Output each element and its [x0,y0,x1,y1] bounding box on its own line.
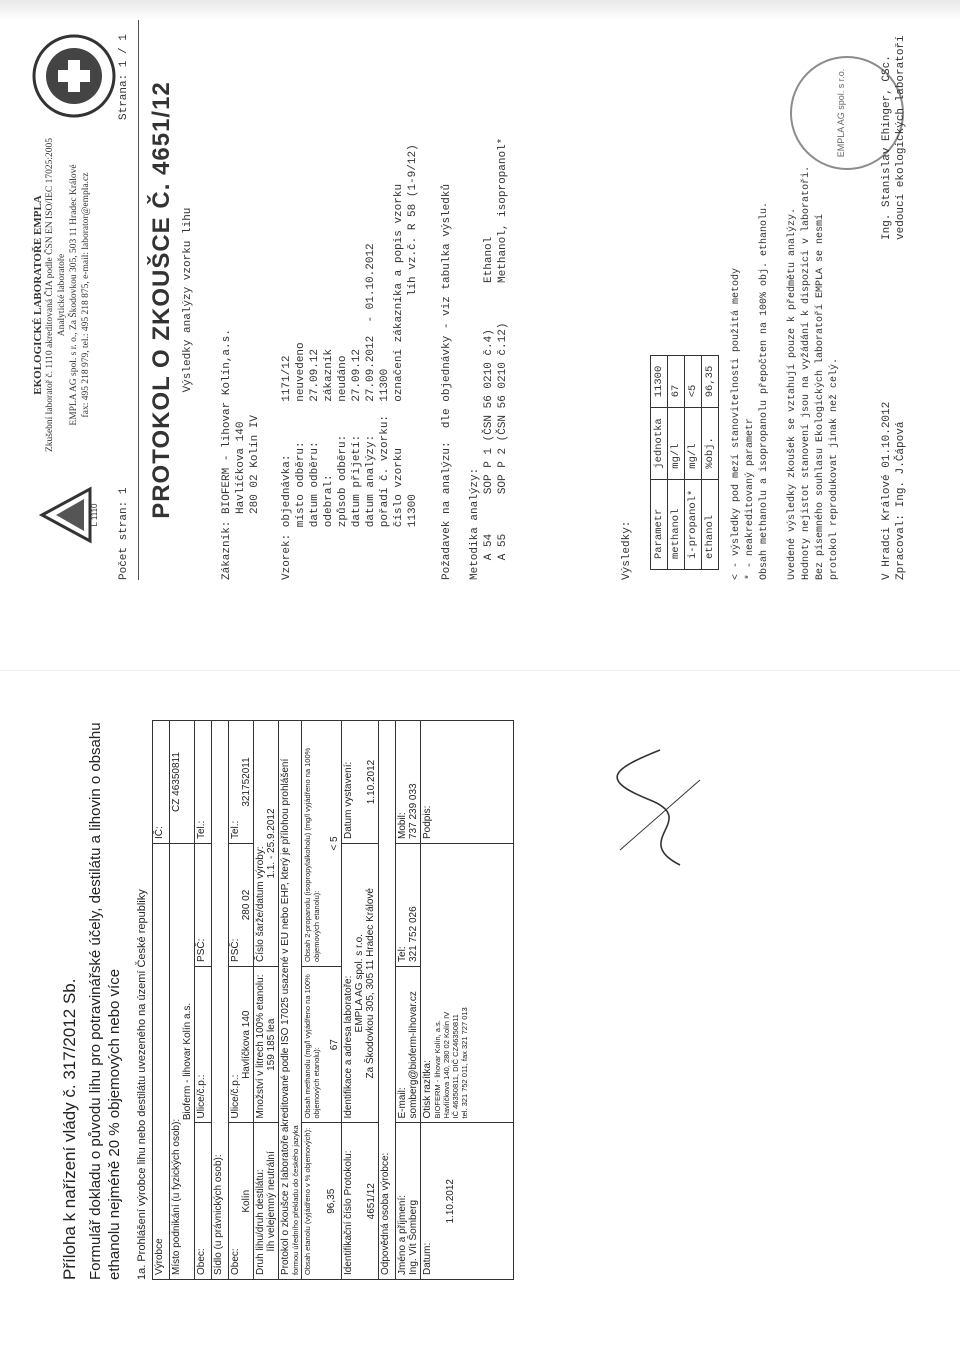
table-cell: mg/l [685,408,702,479]
table-cell: Výrobce [153,844,170,1280]
field-value: 737 239 033 [408,783,419,839]
table-cell [342,844,379,1123]
pages-count: Počet stran: 1 [118,487,130,580]
lab-department: Analytické laboratoře [57,253,67,337]
lab-accreditation: Zkušební laboratoř č. 1110 akreditovaná ČIA podle ČSN EN ISO/IEC 17025:2005 [45,137,55,453]
table-row [396,721,421,1280]
table-row [212,721,229,1280]
field-label: Mobil: [397,812,408,839]
table-row [702,355,719,569]
lab-address: EMPLA AG spol. s r. o., Za Škodovkou 305, 503 11 Hradec Králové [69,164,79,426]
field-label: Množství v litrech 100% etanolu: [255,974,266,1119]
table-row [195,721,212,1280]
table-cell: Ulice/č.p.: [195,966,212,1123]
table-cell: IČ: [153,721,170,844]
table-cell: Tel.: [195,721,212,844]
declaration-table [152,720,514,1280]
field-value: 1.1. - 25.9.2012 [266,808,277,879]
field-label: Místo podnikání (u fyzických osob): [171,1118,182,1275]
field-value: 96,35 [326,1188,337,1214]
table-cell: 67 [668,355,685,408]
field-value: 159 185 lea [266,1018,277,1071]
lab-name: EKOLOGICKÉ LABORATOŘE EMPLA [32,195,44,395]
field-label: Druh lihu/druh destilátu: [255,1169,266,1275]
table-cell [229,721,254,844]
table-row [379,721,396,1280]
table-cell [254,721,279,967]
scan-edge [0,0,960,20]
table-cell: ethanol [702,479,719,569]
field-value: EMPLA AG spol. s r.o. [354,934,365,1033]
field-value: Havlíčkova 140 [241,1010,252,1079]
field-value: 1.10.2012 [366,759,377,805]
field-value: 321 752 026 [408,906,419,962]
laboratory-header [32,125,92,465]
field-note: formou úředního překladu do českého jazyka [291,1125,300,1275]
header-divider [138,20,139,580]
field-label: Obec: [230,1248,241,1275]
table-cell: methanol [668,479,685,569]
field-value: 280 02 [241,889,252,921]
table-cell [421,1123,514,1280]
table-cell [302,966,342,1123]
table-header-row [651,355,668,569]
footer-right: Ing. Stanislav Ehinger, CSc. vedoucí ekologických laboratoří [881,35,907,240]
table-cell [342,1123,379,1280]
table-row [421,721,514,1280]
field-value: 321752011 [241,757,252,807]
section-title: 1a. Prohlášení výrobce lihu nebo destilátu uvezeného na území České republiky [136,889,148,1280]
analysis-block: Požadavek na analýzu: dle objednávky - viz tabulka výsledků Metodika analýzy: A 54 SOP P 1 (ČSN 56 0210 č.4) Ethanol A 55 SOP P 2 (ČSN 56 0210 č.12) Methanol, isopropanol* [441,137,509,580]
column-header: jednotka [651,408,668,479]
customer-block: Zákazník: BIOFERM - lihovar Kolín,a.s. Havlíčkova 140 280 02 Kolín IV [221,329,261,580]
field-label: Obsah etanolu (vyjádřeno v % objemových): [303,1127,312,1275]
field-value: 4651/12 [366,1183,377,1220]
field-value: somberg@bioferm-lihovar.cz [408,991,419,1119]
field-value: 1.10.2012 [445,1179,456,1224]
table-cell [279,721,302,1280]
notes-block: < - výsledky pod mezí stanovitelnosti použitá metody * - neakreditovaný parametr Obsah methanolu a isopropanolu přepočten na 100% obj. ethanolu. Uvedené výsledky zkoušek se vztahují pouze k předmětu analýzy. Hodnoty nejistot stanovení jsou na vyžádání k dispozici v laboratoři. Bez písemného souhlasu Ekologických laboratoří EMPLA se nesmí protokol reprodukovat jinak než celý. [731,165,840,580]
page-divider [0,670,960,671]
field-label: Tel: [397,946,408,962]
field-label: E-mail: [397,1087,408,1119]
table-cell: Sídlo (u právnických osob): [212,721,229,1280]
lab-contact: fax: 495 218 979, tel.: 495 218 875, e-mail: laborator@empla.cz [81,172,91,418]
field-value: 67 [329,1039,340,1051]
field-label: Datum vystavení: [343,761,354,839]
protocol-subtitle: Výsledky analýzy vzorku lihu [182,207,194,393]
field-value: líh velejemný neutrální [266,1151,277,1252]
table-cell: CZ 46350811 [170,721,195,844]
table-cell: <5 [685,355,702,408]
table-cell: i-propanol* [685,479,702,569]
table-cell [396,1123,421,1280]
table-cell [396,721,421,844]
certification-seal-icon [30,32,118,120]
signature-icon [590,740,710,870]
table-cell: %obj. [702,408,719,479]
page-number: Strana: 1 / 1 [118,34,130,120]
field-label: Podpis: [422,805,433,839]
table-cell: PSČ: [195,844,212,967]
table-cell [396,844,421,967]
protocol-page [30,20,930,640]
field-value: Za Škodovkou 305, 305 11 Hradec Králové [365,888,376,1079]
column-header: 11300 [651,355,668,408]
table-cell [229,966,254,1123]
table-row [668,355,685,569]
table-row [685,355,702,569]
table-cell [170,844,195,1280]
stamp-text: EMPLA AG spol. s r.o. [836,68,846,158]
table-cell [342,721,379,844]
field-label: Identifikační číslo Protokolu: [343,1150,354,1275]
table-cell [421,721,514,844]
protocol-title: PROTOKOL O ZKOUŠCE Č. 4651/12 [148,81,175,519]
table-cell [229,844,254,967]
table-row [342,721,379,1280]
table-cell [254,966,279,1123]
field-label: Číslo šarže/datum výroby: [255,846,266,962]
field-label: Identifikace a adresa laboratoře: [343,975,354,1119]
table-row [302,721,342,1280]
table-row [254,721,279,1280]
form-annex-title: Příloha k nařízení vlády č. 317/2012 Sb. [60,978,79,1280]
table-row [153,721,170,1280]
field-label: Jméno a příjmení: [397,1194,408,1275]
table-row [170,721,195,1280]
field-label: Ulice/č.p.: [230,1074,241,1119]
sample-block: Vzorek: objednávka: 1171/12 místo odběru: neuvedeno datum odběru: 27.09.12 odebral: zákazník způsob odběru: neudáno datum přijetí: 27.09.12 datum analýzy: 27.09.2012 - 01.10.2012 pořadí č. vzorku: 11300 číslo vzorku označení zákazníka a popis vzorku 11300 líh vz.č. R 58 (1-9/12) [281,144,419,580]
field-label: Obsah methanolu (mg/l vyjádřeno na 100% objemových etanolu): [303,974,321,1119]
field-value: Bioferm - lihovar Kolín a.s. [182,1002,193,1121]
table-row [229,721,254,1280]
field-label: Datum: [422,1242,433,1275]
field-label: Protokol o zkoušce z laboratoře akreditované podle ISO 17025 usazené v EU nebo EHP, který je přílohou prohlášení [280,758,291,1275]
table-cell [229,1123,254,1280]
field-label: PSČ: [230,938,241,962]
origin-form-page [20,720,940,1340]
protocol-header [30,20,140,640]
field-label: Tel.: [230,820,241,839]
footer-left: V Hradci Králové 01.10.2012 Zpracoval: Ing. J.Čápová [881,401,907,580]
table-cell: Obec: [195,1123,212,1280]
table-cell: mg/l [668,408,685,479]
empla-logo-icon [38,485,98,545]
field-label: Otisk razítka: [422,1060,433,1119]
results-label: Výsledky: [621,520,633,580]
table-cell [302,1123,342,1280]
table-cell: 96,35 [702,355,719,408]
table-cell [421,844,514,1123]
table-cell: Odpovědná osoba výrobce: [379,721,396,1280]
table-row [279,721,302,1280]
field-label: Obsah 2-propanolu (isopropylalkoholu) (mg/l vyjádřeno na 100% objemových etanolu): [303,747,321,962]
results-table [650,355,719,570]
field-value: < 5 [329,836,340,851]
logo-label: L 1110 [90,503,99,527]
field-value: Kolín [241,1189,252,1213]
company-stamp: BIOFERM - lihovar Kolín, a.s. Havlíčkova 140, 280 02 Kolín IV IČ 46350811, DIČ CZ46350811 tel. 321 752 011, fax 321 727 013 [433,1007,469,1119]
table-cell [254,1123,279,1280]
table-cell [302,721,342,967]
column-header: Parametr [651,479,668,569]
form-title: Formulář dokladu o původu lihu pro potravinářské účely, destilátu a lihovin o obsahu ethanolu nejméně 20 % objemových nebo více [87,722,123,1280]
field-value: Ing. Vít Šomberg [408,1199,419,1275]
table-cell [396,966,421,1123]
